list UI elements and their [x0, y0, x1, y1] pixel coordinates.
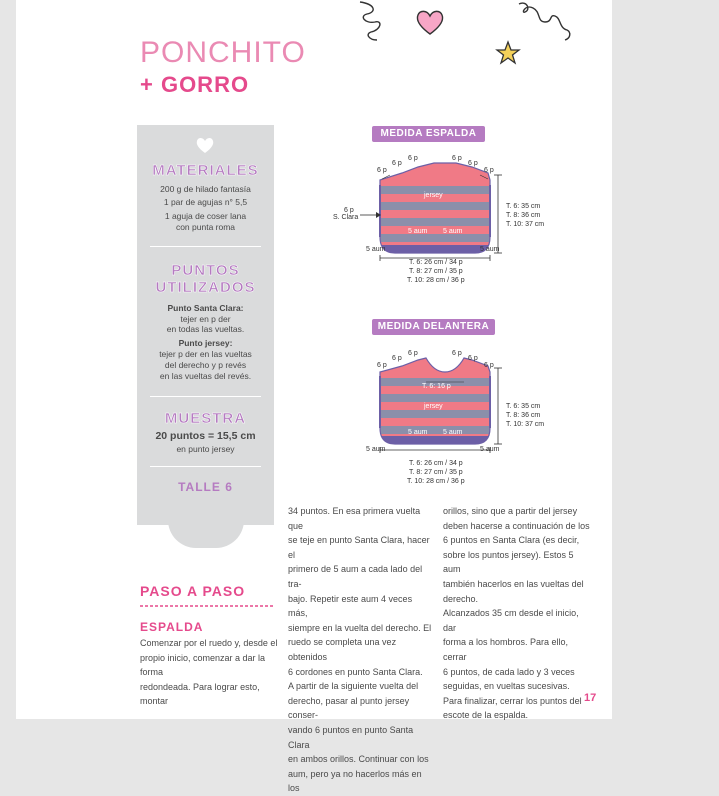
jersey-label: jersey	[424, 192, 443, 199]
height-measure: T. 8: 36 cm	[506, 212, 541, 219]
subsection-heading: ESPALDA	[140, 620, 204, 634]
aum-label: 5 aum	[480, 246, 500, 253]
stitch-label: 6 p	[484, 167, 494, 174]
stitch-label: 6 p	[377, 167, 387, 174]
text-line: redondeada. Para lograr esto, montar	[140, 681, 260, 707]
stitch-label: 6 p	[452, 155, 462, 162]
width-measure: T. 6: 26 cm / 34 p	[409, 259, 463, 266]
jersey-line: del derecho y p revés	[164, 360, 247, 370]
divider	[150, 466, 261, 467]
front-diagram-heading: MEDIDA DELANTERA	[372, 319, 495, 335]
muestra-heading: MUESTRA	[164, 410, 247, 427]
text-line: 6 cordones en punto Santa Clara.	[288, 666, 423, 677]
stitch-label: 6 p	[408, 155, 418, 162]
text-line: deben hacerse a continuación de los	[443, 520, 590, 531]
height-measure: T. 10: 37 cm	[506, 221, 545, 228]
muestra-sub: en punto jersey	[176, 444, 235, 454]
aum-label: 5 aum	[443, 228, 463, 235]
text-line: ruedo se completa una vez obtenidos	[288, 637, 397, 662]
text-line: vando 6 puntos en punto Santa Clara	[288, 724, 414, 750]
text-line: sobre los puntos jersey). Estos 5 aum	[443, 549, 574, 575]
aum-label: 5 aum	[366, 246, 386, 253]
materiales-heading: MATERIALES	[152, 162, 259, 179]
side-label: 6 p	[344, 207, 354, 214]
height-measure: T. 6: 35 cm	[506, 203, 541, 210]
section-heading: PASO A PASO	[140, 583, 246, 599]
swirl-doodle-icon	[515, 0, 573, 44]
puntos-heading: UTILIZADOS	[155, 279, 256, 296]
jersey-label: jersey	[424, 403, 443, 410]
text-line: seguidas, en vueltas sucesivas.	[443, 681, 570, 692]
star-doodle-icon	[495, 40, 521, 66]
text-line: en ambos orillos. Continuar con los	[288, 754, 429, 765]
text-line: forma a los hombros. Para ello, cerrar	[443, 637, 569, 662]
aum-label: 5 aum	[366, 446, 386, 453]
divider	[150, 396, 261, 397]
text-line: escote de la espalda.	[443, 710, 529, 721]
text-line: A partir de la siguiente vuelta del	[288, 681, 419, 692]
puntos-heading: PUNTOS	[171, 262, 240, 279]
text-line: también hacerlos en las vueltas del	[443, 578, 584, 589]
text-line: siempre en la vuelta del derecho. El	[288, 622, 432, 633]
page-subtitle: + GORRO	[140, 72, 250, 97]
stitch-label: 6 p	[468, 355, 478, 362]
stitch-label: 6 p	[408, 350, 418, 357]
jersey-line: en las vueltas del revés.	[159, 371, 252, 381]
aum-label: 5 aum	[408, 429, 428, 436]
height-measure: T. 8: 36 cm	[506, 412, 541, 419]
text-line: Comenzar por el ruedo y, desde el	[140, 638, 278, 648]
divider	[150, 246, 261, 247]
text-line: Alcanzados 35 cm desde el inicio, dar	[443, 608, 579, 633]
muestra-value: 20 puntos = 15,5 cm	[155, 430, 256, 442]
aum-label: 5 aum	[443, 429, 463, 436]
text-line: se teje en punto Santa Clara, hacer el	[288, 535, 430, 560]
text-line: derecho, pasar al punto jersey conser-	[288, 695, 410, 721]
stitch-label: 6 p	[377, 362, 387, 369]
materiales-line: 1 aguja de coser lana	[164, 211, 247, 221]
width-measure: T. 8: 27 cm / 35 p	[409, 268, 463, 275]
text-line: aum, pero ya no hacerlos más en los	[288, 768, 422, 794]
width-measure: T. 8: 27 cm / 35 p	[409, 469, 463, 476]
talle-label: TALLE 6	[178, 480, 233, 494]
stitch-label: 6 p	[392, 160, 402, 167]
santa-clara-line: tejer en p der	[180, 314, 231, 324]
text-line: bajo. Repetir este aum 4 veces más,	[288, 593, 413, 619]
santa-clara-line: en todas las vueltas.	[166, 324, 245, 334]
back-diagram-heading: MEDIDA ESPALDA	[372, 126, 485, 142]
aum-label: 5 aum	[480, 446, 500, 453]
page-number: 17	[584, 692, 597, 704]
stitch-label: 6 p	[452, 350, 462, 357]
width-measure: T. 6: 26 cm / 34 p	[409, 460, 463, 467]
swirl-doodle-icon	[355, 0, 385, 42]
text-line: derecho.	[443, 593, 479, 604]
materiales-line: con punta roma	[175, 222, 236, 232]
text-line: primero de 5 aum a cada lado del tra-	[288, 564, 423, 589]
stitch-label: 6 p	[392, 355, 402, 362]
stitch-label: 6 p	[468, 160, 478, 167]
heart-doodle-icon	[415, 8, 445, 36]
page-title: PONCHITO	[140, 36, 306, 69]
text-line: 6 puntos, de cada lado y 3 veces	[443, 666, 575, 677]
instructions-column-2	[288, 504, 433, 796]
height-measure: T. 6: 35 cm	[506, 403, 541, 410]
instructions-column-3	[443, 504, 593, 723]
width-measure: T. 10: 28 cm / 36 p	[407, 277, 465, 284]
text-line: 34 puntos. En esa primera vuelta que	[288, 506, 421, 531]
side-label: S. Clara	[333, 214, 359, 221]
aum-label: 5 aum	[408, 228, 428, 235]
heading-underline	[140, 604, 274, 608]
text-line: propio inicio, comenzar a dar la forma	[140, 652, 266, 678]
heart-icon	[195, 136, 215, 154]
jersey-label: Punto jersey:	[178, 338, 233, 348]
text-line: Para finalizar, cerrar los puntos del	[443, 695, 582, 706]
width-measure: T. 10: 28 cm / 36 p	[407, 478, 465, 485]
santa-clara-label: Punto Santa Clara:	[167, 303, 244, 313]
height-measure: T. 10: 37 cm	[506, 421, 545, 428]
materiales-line: 1 par de agujas n° 5,5	[163, 197, 248, 207]
stitch-label: 6 p	[484, 362, 494, 369]
text-line: 6 puntos en Santa Clara (es decir,	[443, 535, 580, 546]
jersey-line: tejer p der en las vueltas	[159, 349, 252, 359]
materiales-line: 200 g de hilado fantasía	[160, 184, 251, 194]
text-line: orillos, sino que a partir del jersey	[443, 506, 578, 516]
neck-label: T. 6: 16 p	[422, 383, 451, 390]
instructions-column-1	[140, 636, 282, 709]
